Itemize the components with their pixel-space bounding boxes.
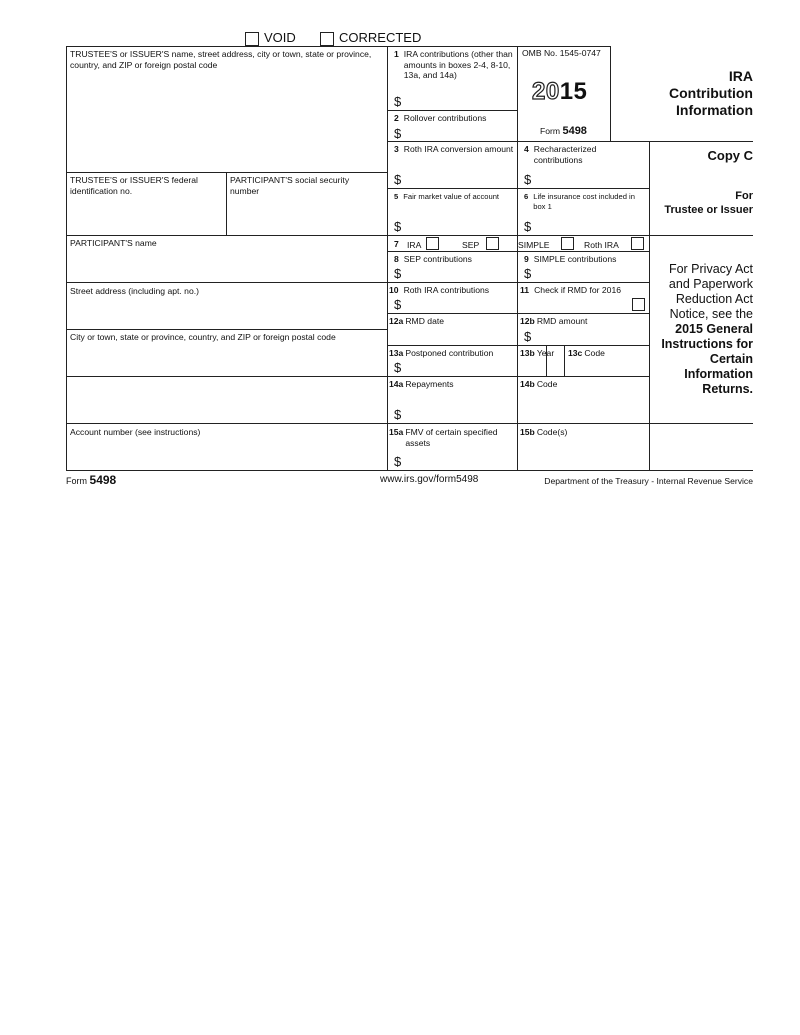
box7-sep-checkbox[interactable]: [486, 237, 499, 250]
rule: [387, 251, 649, 252]
box14a-dollar: $: [394, 407, 402, 422]
privacy-notice: For Privacy Act and Paperwork Reduction Act Notice, see the 2015 General Instructions for Certain Information Returns.: [661, 262, 753, 396]
box15b-label: 15b Code(s): [520, 427, 568, 437]
box6-label: 6 Life insurance cost included in box 1: [524, 192, 635, 211]
copy-for-label: For Trustee or Issuer: [664, 190, 753, 216]
box7-simple-label: SIMPLE: [518, 240, 550, 250]
box1-dollar: $: [394, 94, 402, 109]
omb-number: OMB No. 1545-0747: [522, 48, 601, 58]
box13c-label: 13c Code: [568, 348, 605, 358]
rule: [66, 46, 67, 470]
box2-label: 2 Rollover contributions: [394, 113, 487, 123]
rule: [517, 46, 518, 470]
box7-simple-checkbox[interactable]: [561, 237, 574, 250]
box7-roth-label: Roth IRA: [584, 240, 619, 250]
rule: [649, 141, 650, 470]
box2-dollar: $: [394, 126, 402, 141]
box7-number: 7: [394, 239, 399, 249]
box8-label: 8 SEP contributions: [394, 254, 472, 264]
copy-label: Copy C: [707, 148, 753, 163]
form-title: IRA Contribution Information: [669, 68, 753, 118]
corrected-checkbox[interactable]: [320, 32, 334, 46]
box9-dollar: $: [524, 266, 532, 281]
rule: [66, 235, 753, 236]
street-label: Street address (including apt. no.): [70, 286, 199, 296]
participant-name-label: PARTICIPANT'S name: [70, 238, 157, 248]
tax-year: 2015: [532, 78, 588, 105]
box13b-label: 13b Year: [520, 348, 555, 358]
footer-department: Department of the Treasury - Internal Revenue Service: [544, 476, 753, 486]
box8-dollar: $: [394, 266, 402, 281]
participant-ssn-label: PARTICIPANT'S social security number: [230, 175, 350, 196]
rule: [387, 313, 649, 314]
void-label: VOID: [264, 30, 296, 45]
box12a-label: 12a RMD date: [389, 316, 445, 326]
box10-dollar: $: [394, 297, 402, 312]
rule: [66, 172, 387, 173]
rule: [66, 46, 610, 47]
footer-url[interactable]: www.irs.gov/form5498: [380, 474, 479, 485]
box1-label: 1 IRA contributions (other than amounts in boxes 2-4, 8-10, 13a, and 14a): [394, 49, 513, 80]
form-number-header: Form 5498: [540, 125, 587, 137]
box5-dollar: $: [394, 219, 402, 234]
rule: [66, 329, 387, 330]
void-checkbox[interactable]: [245, 32, 259, 46]
box12b-dollar: $: [524, 329, 532, 344]
rule: [387, 188, 649, 189]
box6-dollar: $: [524, 219, 532, 234]
box3-dollar: $: [394, 172, 402, 187]
account-label: Account number (see instructions): [70, 427, 201, 437]
city-label: City or town, state or province, country, and ZIP or foreign postal code: [70, 332, 336, 342]
footer-form-number: Form 5498: [66, 473, 117, 487]
box15a-dollar: $: [394, 454, 402, 469]
trustee-name-label: TRUSTEE'S or ISSUER'S name, street address, city or town, state or province, country, and ZIP or foreign postal code: [70, 49, 372, 70]
box14a-label: 14a Repayments: [389, 379, 454, 389]
box4-dollar: $: [524, 172, 532, 187]
trustee-id-label: TRUSTEE'S or ISSUER'S federal identification no.: [70, 175, 198, 196]
rule: [387, 345, 649, 346]
box4-label: 4 Recharacterized contributions: [524, 144, 597, 165]
box12b-label: 12b RMD amount: [520, 316, 588, 326]
box5-label: 5 Fair market value of account: [394, 192, 500, 201]
box11-label: 11 Check if RMD for 2016: [520, 285, 622, 295]
rule: [226, 172, 227, 235]
box7-ira-checkbox[interactable]: [426, 237, 439, 250]
rule: [66, 282, 649, 283]
rule: [387, 141, 753, 142]
box14b-label: 14b Code: [520, 379, 558, 389]
rule: [66, 376, 649, 377]
box13a-dollar: $: [394, 360, 402, 375]
rule: [66, 470, 753, 471]
box13a-label: 13a Postponed contribution: [389, 348, 494, 358]
box10-label: 10 Roth IRA contributions: [389, 285, 490, 295]
rule: [564, 345, 565, 376]
box15a-label: 15a FMV of certain specified assets: [389, 427, 498, 448]
box7-sep-label: SEP: [462, 240, 480, 250]
corrected-label: CORRECTED: [339, 30, 422, 45]
rule: [610, 46, 611, 141]
rule: [66, 423, 753, 424]
box11-rmd-checkbox[interactable]: [632, 298, 645, 311]
box3-label: 3 Roth IRA conversion amount: [394, 144, 514, 154]
rule: [387, 110, 517, 111]
box9-label: 9 SIMPLE contributions: [524, 254, 617, 264]
box7-ira-label: IRA: [407, 240, 422, 250]
box7-roth-checkbox[interactable]: [631, 237, 644, 250]
